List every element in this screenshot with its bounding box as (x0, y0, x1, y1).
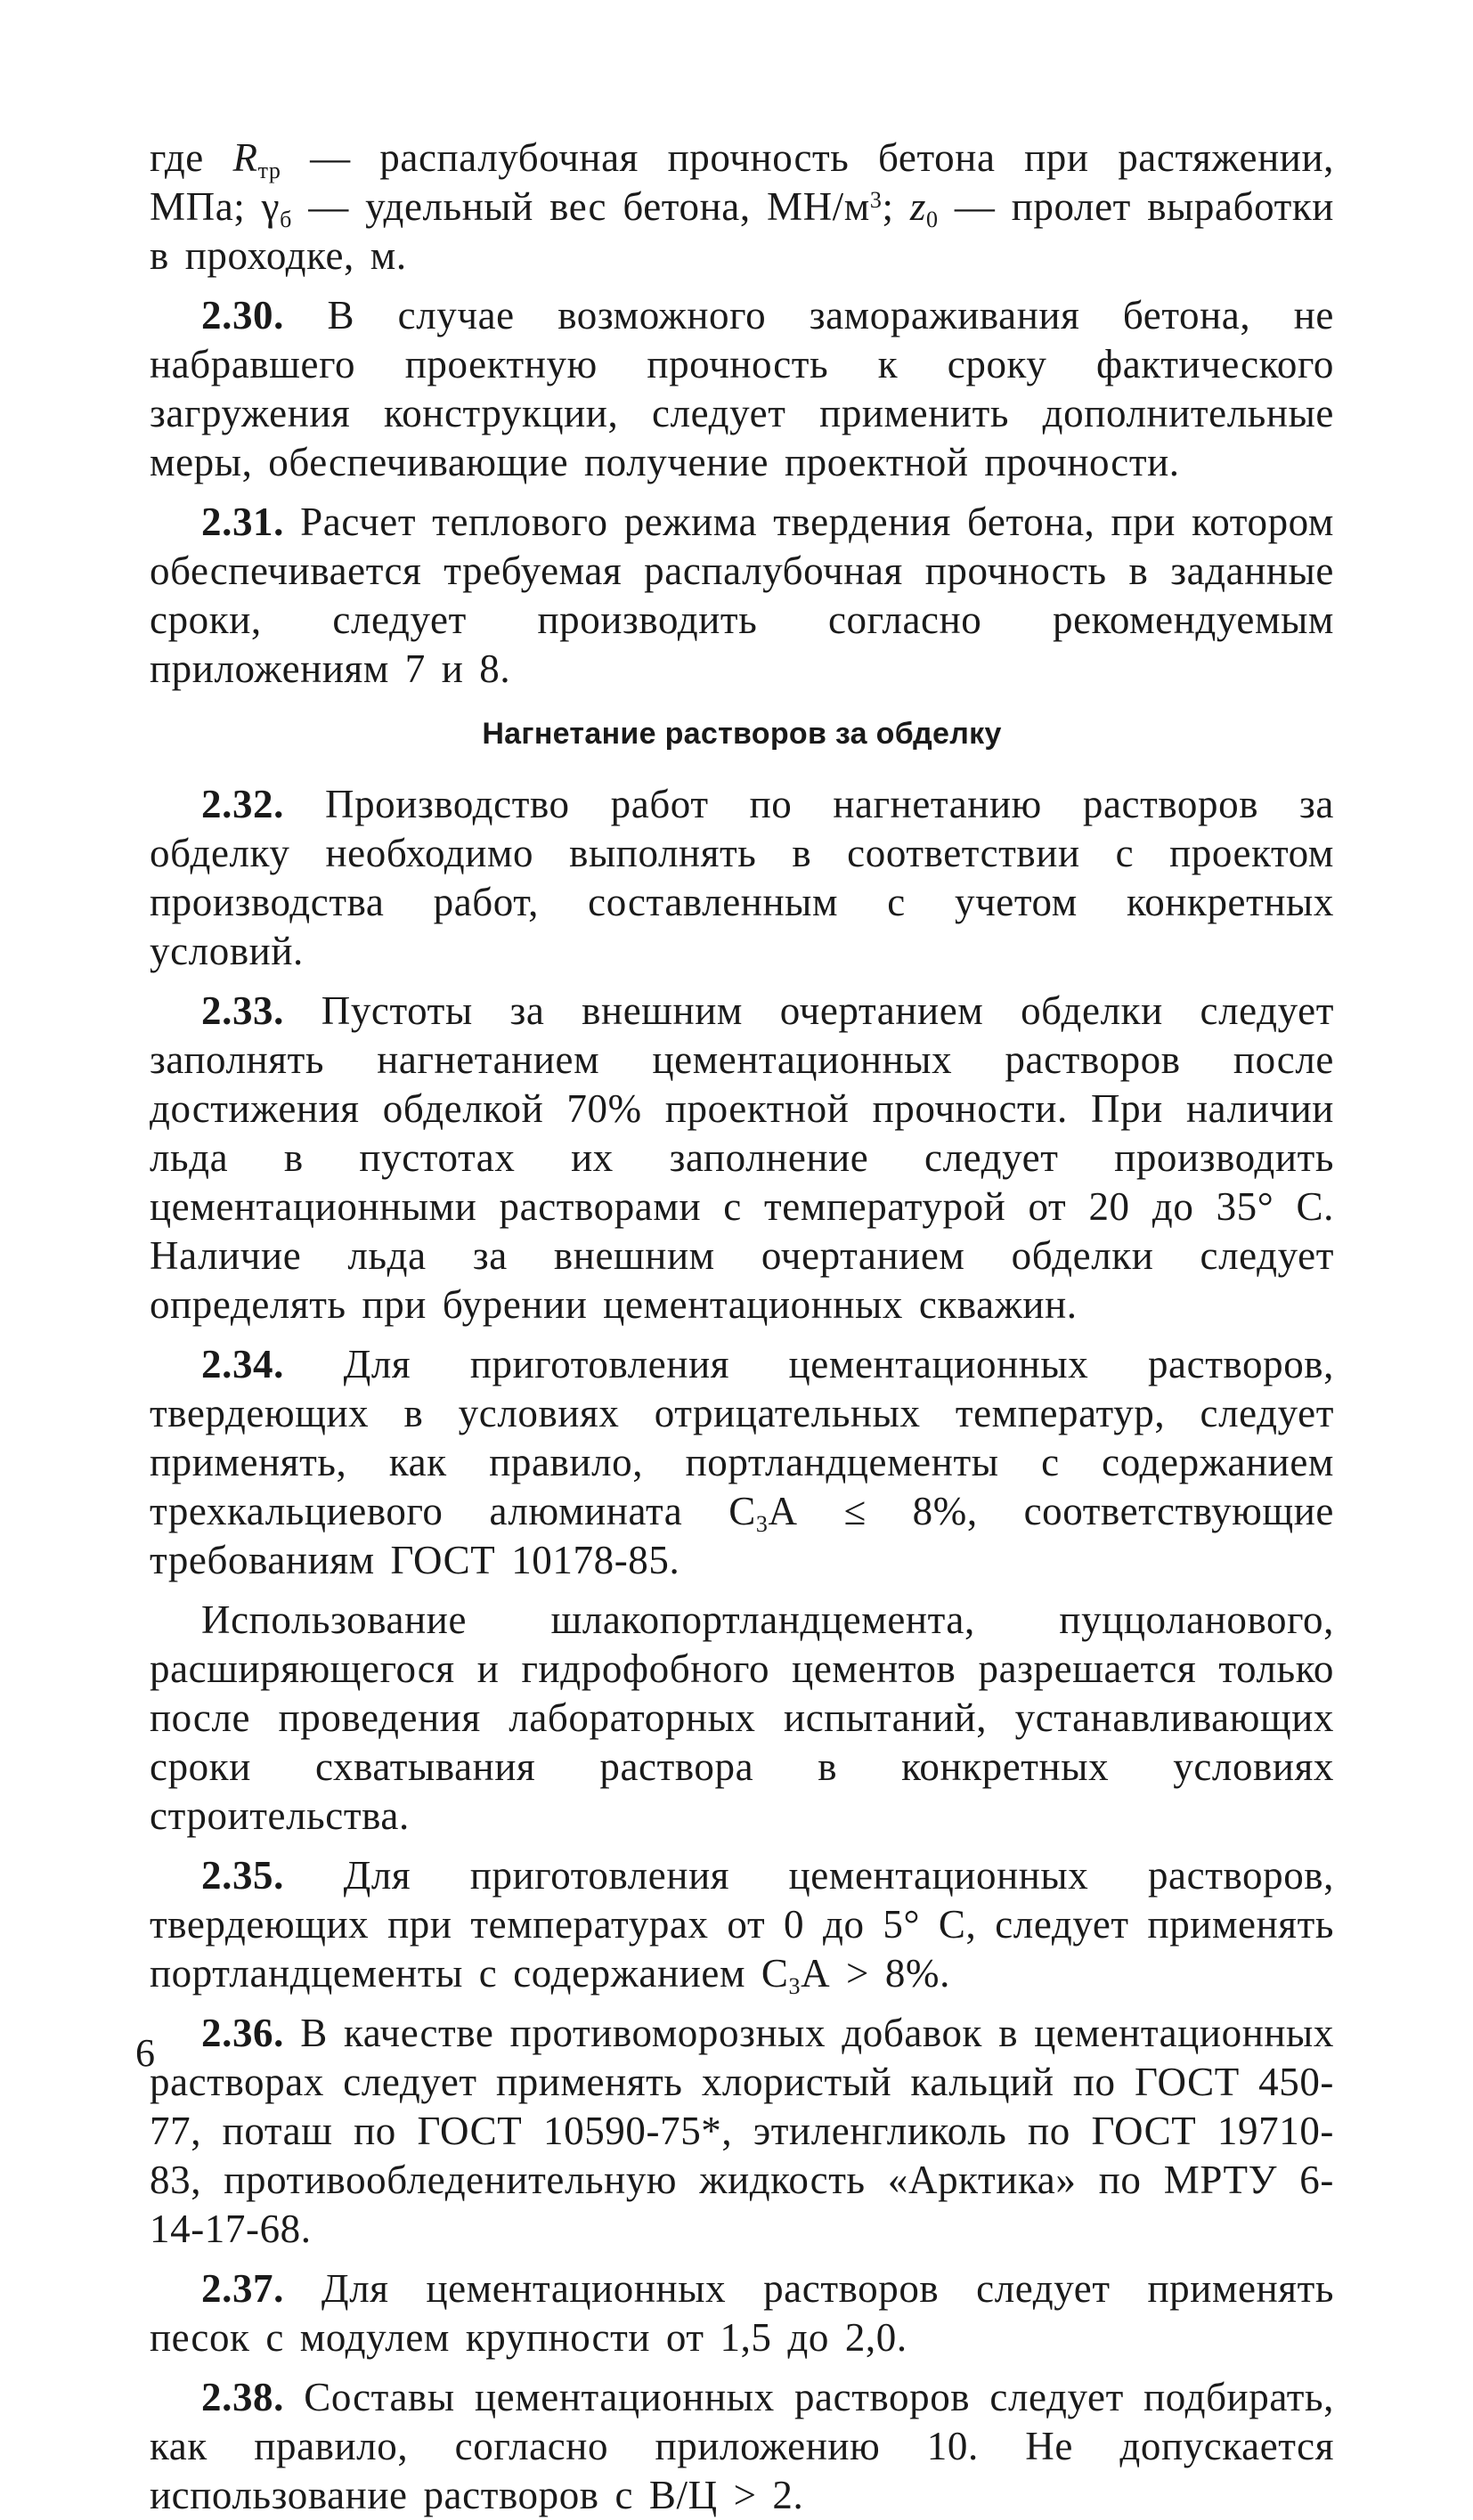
intro-text: — удельный вес бетона, МН/м (292, 184, 870, 229)
paragraph-2-33 (150, 987, 1334, 1329)
clause-text: Пустоты за внешним очертанием обделки следует заполнять нагнетанием цементационных растворов после достижения обделкой 70% проектной прочности. При наличии льда в пустотах их заполнение следует производить цементационными растворами с температурой от 20 до 35° С. Наличие льда за внешним очертанием обделки следует определять при бурении цементационных скважин. (150, 988, 1334, 1327)
clause-text: В случае возможного замораживания бетона, не набравшего проектную прочность к сроку фактического загружения конструкции, следует применить дополнительные меры, обеспечивающие получение проектной прочности. (150, 293, 1334, 484)
symbol-z-subscript: 0 (925, 207, 939, 232)
clause-number: 2.31. (201, 500, 284, 544)
paragraph-2-31 (150, 498, 1334, 694)
intro-text: — пролет выработки в проходке, м. (150, 184, 1334, 278)
clause-text: В качестве противоморозных добавок в цементационных растворах следует применять хлористый кальций по ГОСТ 450-77, поташ по ГОСТ 10590-75*, этиленгликоль по ГОСТ 19710-83, противообледенительную жидкость «Арктика» по МРТУ 6-14-17-68. (150, 2011, 1334, 2251)
section-heading: Нагнетание растворов за обделку (482, 717, 1002, 751)
page-number: 6 (135, 2031, 155, 2075)
clause-number: 2.36. (201, 2011, 284, 2055)
clause-text: Использование шлакопортландцемента, пуццоланового, расширяющегося и гидрофобного цементов разрешается только после проведения лабораторных испытаний, устанавливающих сроки схватывания раствора в конкретных условиях строительства. (150, 1597, 1334, 1838)
clause-text: Для приготовления цементационных растворов, твердеющих в условиях отрицательных температур, следует применять, как правило, портландцементы с содержанием трехкальциевого алюмината С (150, 1342, 1334, 1533)
paragraph-2-35 (150, 1851, 1334, 1998)
clause-number: 2.30. (201, 293, 284, 337)
paragraph-2-38 (150, 2373, 1334, 2520)
paragraph-2-37 (150, 2264, 1334, 2362)
symbol-gamma-subscript: б (280, 207, 293, 232)
clause-number: 2.32. (201, 782, 284, 826)
symbol-r-subscript: тр (257, 158, 281, 183)
paragraph-2-32 (150, 780, 1334, 976)
symbol-z: z (909, 184, 926, 229)
clause-number: 2.38. (201, 2375, 284, 2419)
paragraph-2-30 (150, 291, 1334, 487)
intro-text: — распалубочная прочность бетона при растяжении, МПа; (150, 135, 1334, 229)
clause-number: 2.37. (201, 2266, 284, 2311)
symbol-gamma: γ (261, 184, 281, 229)
intro-text: где (150, 135, 233, 180)
unit-superscript: 3 (869, 187, 883, 213)
clause-text: Для приготовления цементационных растворов, твердеющих при температурах от 0 до 5° С, следует применять портландцементы с содержанием С (150, 1853, 1334, 1996)
document-page (150, 134, 1334, 2520)
clause-text: А ≤ 8%, соответствующие требованиям ГОСТ 10178-85. (150, 1489, 1334, 1582)
clause-number: 2.34. (201, 1342, 284, 1386)
clause-number: 2.35. (201, 1853, 284, 1898)
clause-text: Расчет теплового режима твердения бетона, при котором обеспечивается требуемая распалубочная прочность в заданные сроки, следует производить согласно рекомендуемым приложениям 7 и 8. (150, 500, 1334, 691)
intro-paragraph (150, 134, 1334, 280)
clause-number: 2.33. (201, 988, 284, 1033)
clause-text: Производство работ по нагнетанию растворов за обделку необходимо выполнять в соответствии с проектом производства работ, составленным с учетом конкретных условий. (150, 782, 1334, 973)
paragraph-2-34 (150, 1340, 1334, 1585)
paragraph-2-36 (150, 2009, 1334, 2254)
symbol-r: R (232, 135, 258, 180)
formula-subscript: 3 (755, 1511, 769, 1537)
clause-text: Составы цементационных растворов следует подбирать, как правило, согласно приложению 10. Не допускается использование растворов с В/Ц > 2. (150, 2375, 1334, 2517)
formula-subscript: 3 (788, 1973, 802, 1999)
clause-text: А > 8%. (801, 1951, 950, 1996)
paragraph-2-34-continuation (150, 1596, 1334, 1841)
clause-text: Для цементационных растворов следует применять песок с модулем крупности от 1,5 до 2,0. (150, 2266, 1334, 2360)
intro-text: ; (882, 184, 910, 229)
